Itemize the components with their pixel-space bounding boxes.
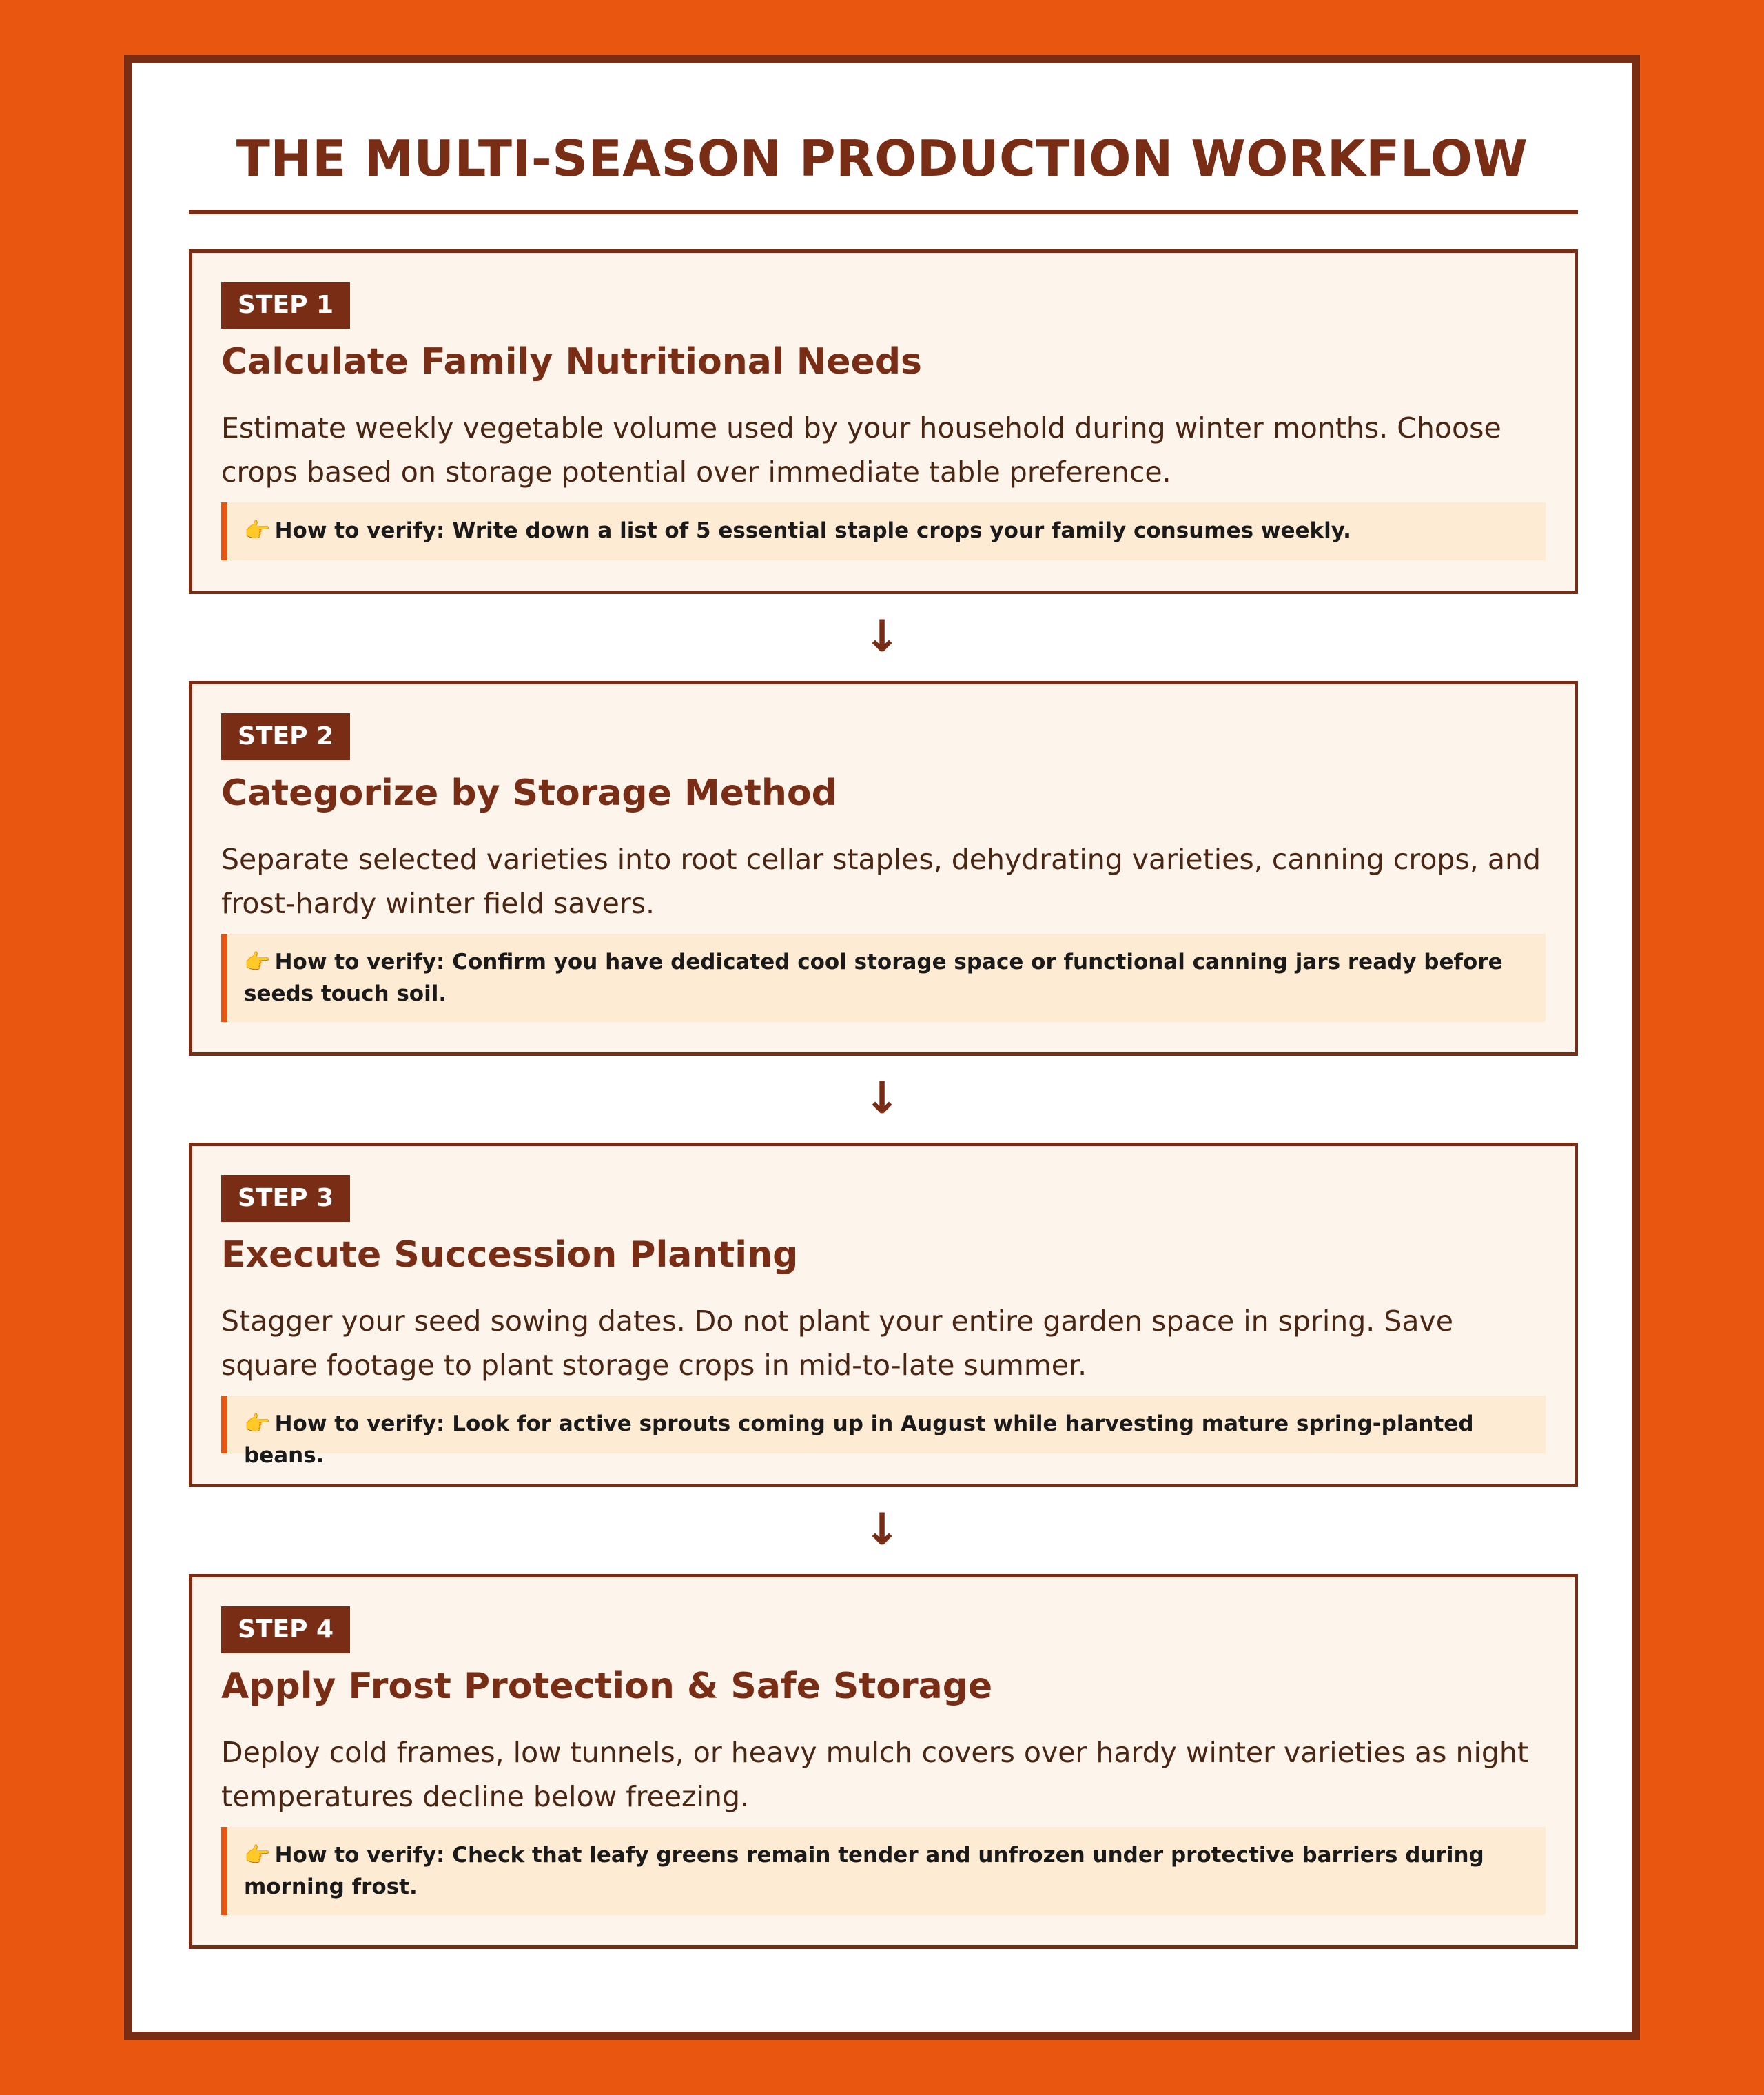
verify-text: How to verify: Write down a list of 5 essential staple crops your family consumes weekly.	[274, 518, 1351, 543]
step-description: Estimate weekly vegetable volume used by your household during winter months. Choose crops based on storage potential over immediate table preference.	[221, 411, 1501, 489]
step-description: Stagger your seed sowing dates. Do not plant your entire garden space in spring. Save square footage to plant storage crops in mid-to-late summer.	[221, 1305, 1454, 1382]
verify-text: How to verify: Look for active sprouts coming up in August while harvesting mature spring-planted beans.	[244, 1411, 1474, 1468]
step-badge: STEP 4	[221, 1606, 350, 1653]
verify-note	[221, 502, 1546, 560]
down-arrow-icon: ↓	[863, 611, 901, 662]
step-title: Execute Succession Planting	[221, 1234, 799, 1276]
pointing-hand-icon: 👉	[244, 1411, 271, 1436]
step-card-2	[189, 681, 1578, 1056]
verify-note	[221, 1827, 1546, 1915]
title-divider	[189, 210, 1578, 214]
step-description: Deploy cold frames, low tunnels, or heavy mulch covers over hardy winter varieties as night temperatures decline below freezing.	[221, 1736, 1528, 1813]
step-card-1	[189, 249, 1578, 594]
step-description: Separate selected varieties into root cellar staples, dehydrating varieties, canning crops, and frost-hardy winter field savers.	[221, 843, 1541, 920]
step-badge: STEP 2	[221, 713, 350, 760]
pointing-hand-icon: 👉	[244, 518, 271, 543]
verify-note	[221, 934, 1546, 1022]
step-title: Categorize by Storage Method	[221, 773, 837, 814]
step-title: Calculate Family Nutritional Needs	[221, 341, 922, 382]
pointing-hand-icon: 👉	[244, 950, 271, 974]
verify-text: How to verify: Check that leafy greens remain tender and unfrozen under protective barriers during morning frost.	[244, 1843, 1484, 1899]
page-title: THE MULTI-SEASON PRODUCTION WORKFLOW	[236, 130, 1528, 187]
pointing-hand-icon: 👉	[244, 1843, 271, 1868]
workflow-card	[124, 55, 1640, 2040]
step-badge: STEP 3	[221, 1175, 350, 1222]
step-badge: STEP 1	[221, 282, 350, 329]
step-card-3	[189, 1143, 1578, 1487]
verify-text: How to verify: Confirm you have dedicated cool storage space or functional canning jars ready before seeds touch soil.	[244, 950, 1503, 1006]
step-card-4	[189, 1574, 1578, 1949]
step-title: Apply Frost Protection & Safe Storage	[221, 1666, 993, 1707]
verify-note	[221, 1396, 1546, 1468]
down-arrow-icon: ↓	[863, 1504, 901, 1555]
down-arrow-icon: ↓	[863, 1073, 901, 1124]
